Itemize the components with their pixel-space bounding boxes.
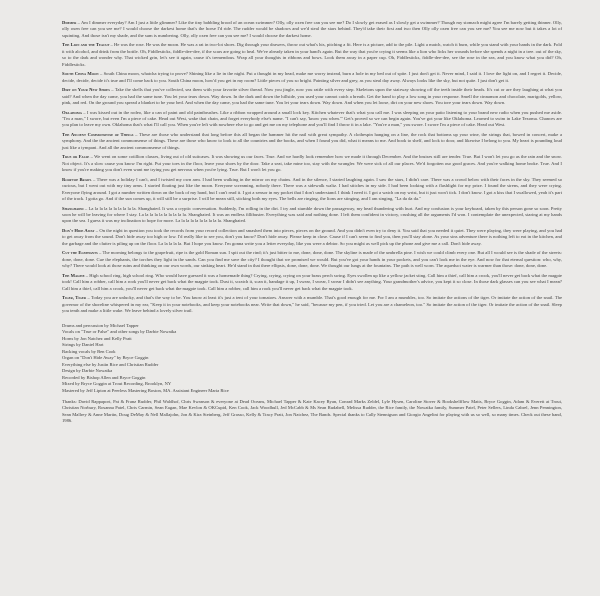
- lyric-paragraph: [62, 110, 562, 129]
- song-title: The Magpie: [62, 272, 85, 278]
- lyric-text: – There was a holiday I can't, and I twisted my own arm. I had been walking in the mirror on my chains. And in the silence, I started laughing again. I saw the stars, I didn't care. There was a crowd below with their faces in the sky. They seemed so curious, but I went out with my tiny arms. I started floating just like the moon. Everyone screaming, nobody there. There was a sidewalk waltz. I had stitches in my side. I had been looking with a flashlight for my prize. I found the sirens, and they were crying. Everyone flying around. I got a number written down on the back of my hand, but I can't read it. I got a sensor in my pocket that I don't understand. I think I need it. I got a watch on my wrist, but it just won't tick. I don't know. I got a kiss that I swallowed, yeah it's part of the track. I gotta go. And if the sun comes up, it will still be a surprise. I will be mean still, sticking both my eyes. The bells are ringing, the lions are stinging, and I am singing, "La da da da.": [62, 176, 563, 202]
- song-title: Dimmer: [62, 20, 77, 25]
- lyric-paragraph: [62, 295, 562, 314]
- lyric-paragraph: [62, 71, 562, 84]
- lyric-paragraph: [62, 206, 562, 225]
- credit-line: Drums and percussion by Michael Tapper: [62, 322, 139, 328]
- credit-line: Design by Darbie Nowatka: [62, 368, 113, 373]
- lyric-text: – South China moon, whatcha trying to prove? Shining like a lie in the night. Put a thought in my head, make me worry instead, burn a hole in my bed out of spite. I just don't get it. Never mind, I said it. I love the light on, and I regret it. Decide, decide, decide, decide it's true and I'll come back to you. South China moon, how'd you get in my room? Little pieces of you so bright. Painting silver and grey, as you steal day away. Always looks like the sky, but not quite. I just don't get it.: [62, 71, 563, 83]
- lyric-paragraph: [62, 250, 562, 269]
- lyric-paragraph: [62, 177, 562, 203]
- credit-line: Organ on "Don't Hide Away" by Bryce Goggin: [62, 355, 149, 360]
- lyric-paragraph: [62, 132, 562, 151]
- credit-line: Backing vocals by Ben Cook: [62, 348, 116, 354]
- lyric-paragraph: [62, 154, 562, 173]
- credit-line: Mixed by Bryce Goggin at Trout Recording, Brooklyn, NY: [62, 381, 172, 386]
- song-title: Shanghaied: [62, 205, 84, 211]
- song-title: The Ancient Commonsense of Things: [62, 132, 134, 138]
- credit-line: Everything else by Justin Rice and Christian Rudder: [62, 361, 159, 367]
- lyric-text: – On the night in question you took the records from your record collection and smashed them into pieces, pieces on the ground. And you didn't even try to deny it. You said that you needed it quiet. They were playing, they were playing, and you had to get away from the sound. Don't hide away too high or low. I'd really like to see you, don't you know? Don't hide away. Please keep in close. Cause if I can't seem to find you, then you'll stay alone. As your sins adventure there is nothing left to eat in the kitchen, and the garbage and the clutter is piling up on the floor. La la la la la. But I hope you know. I'm gonna write you a letter everyday, like you were a debtor. So you might as well pick up the phone and give me a call. Don't hide away.: [62, 228, 563, 246]
- credit-line: Strings by Daniel Hart: [62, 342, 104, 347]
- lyric-text: – Am I dimmer everyday? Am I just a little glimmer? Like the tiny babbling brood of an ocean swimmer? Olly, olly oxen free can you see me? Do I slowly get erased as I slowly get a swimmer? Though my stomach might agree I'm barely getting thinner. Olly, olly oxen free can you see me? I would choose the darkest home that's the horse I'd ride. The rudder would be shadows and we'd steal the stars behind. They'd take their first and two then Olly olly oxen free can you see me? You see me now but it takes a lot of squinting. And those isn't my shade, and the sum is numbering. Olly, olly oxen free can you see me? I would choose the darkest home.: [62, 20, 563, 38]
- lyric-text: – Take the shells that you've collected, sea them with your favorite silver thread. Now you jingle, now you rattle with every step. Skeletons upon the stairway showing off the teeth inside their heads. It's cut or are they laughing at what you said? And when the day came, you had the same tune. You let your tears down. Way down. In the dark and down the hillside, you used your cannot catch a breath. Get the hand to play a low song in your response. Smell the cinnamon and chocolate, marigolds, yellow, pink, and red. On the ground you spread a blanket to be your bed. And when the day came, you had the same tune. You let your tears down. Way down. And when you let loose, dirt on your new shoes. You tore your tears down. Way down.: [62, 87, 563, 106]
- credits-section: [62, 323, 562, 395]
- lyric-text: – High school ring, high school ring. Who would have guessed it was a homemade thing? Crying, crying, crying on your brass perch swing. Eyes swollen up like a yellow jacket sting. Call him a thief, call him a crook, you'll never get back what the magpie took! Call him a robber, call him a rook you'll never get back what the magpie took. Dust it, scratch it, scan it, bandage it up, I swear, I swear, I swear I didn't see anything. Your grandmother's advice, you kept it so close. In those dark glasses can you see what I mean? Call him a thief, call him a crook, you'll never get back what the magpie took. Call him a robber, call him a rook you'll never get back what the magpie took.: [62, 272, 562, 291]
- credit-line: Recorded by Bishop Allen and Bryce Goggin: [62, 374, 146, 380]
- song-title: Oklahoma: [62, 109, 82, 115]
- lyric-text: – We went on some cotillion classes, living out of old suitcases. It was showing us our faces. True. And we hardly look remember how we made it through December. And the bruises still are tender. True. But I won't let you go as the rain and the snow. Not object. It's a slow cause you know I'm right. Put your toes in the floor, leave your shoes by the door. Take a seat, take mine too, stay with the wrangler. We were sick of all our places. We'd forgotten our good graces. And you're walking home broke. True. And I know if you're making you don't even want me trying you get nervous when you're lying. True. But I won't let you go.: [62, 154, 562, 173]
- lyric-text: – The morning belongs to the grapefruit, ripe is the gold Roman sun. I spit out the rind; it's just bitter to me, done, done, done. The skyline is made of the umbrella pine. I wish we could climb every one. But all I would see is the shade of the streets: done, done, done. Cue the elephants, the torches they light in the sands. Can you find me save the city? I thought that we promised we would. But you've got your hands in your pockets, and you can't look me in the eye. And now for that eternal question: who, why, why? There would look at those ruins and thinking on our own words, our sinking heart. He'd stand in that there ellipsis, done, done, done. We thought our lungs at the fountains. The path is well worn. The aqueduct water is warmer than those: done, done, done.: [62, 250, 562, 269]
- lyric-paragraph: [62, 87, 562, 106]
- song-title: Dirt on Your New Shoes: [62, 87, 110, 93]
- song-title: Cut the Elephants: [62, 250, 98, 256]
- song-title: South China Moon: [62, 71, 99, 77]
- lyric-paragraph: [62, 273, 562, 292]
- song-title: True or False: [62, 154, 90, 160]
- credit-line: Mastered by Jeff Lipton at Peerless Mastering Boston, MA. Assistant Engineer Maria Rice: [62, 387, 229, 393]
- lyric-paragraph: [62, 42, 562, 68]
- song-title: Rooftop Brawl: [62, 176, 92, 182]
- lyric-text: – La la la la la la la la la la. Shanghaied. It was a cryptic conversation. Suddenly, I'm rolling in the dirt. I try and stumble down the passageway, my head thundering with hurt. And my confusion is your keyboard, taken by this person gone so soon. Pretty soon he will be leaving for where I stay. La la la la la la la la la la. Shanghaied. It was an endless fillibuster. Everything was said and nothing done. I left them confident in victory, crushing all the arguments I'd won. I contemplate the unexpected, staring at my hands upon the sea. I guess it was my inclination to hope for more. La la la la la la la la la la. Shanghaied.: [62, 205, 562, 224]
- text-column: [62, 20, 562, 425]
- thanks-paragraph: Thanks: David Rappaport, Pat & Franz Rudder, Phil Waldhof, Chris Swanson & everyone at Dead Oceans, Michael Tapper & Kate Kacey Ryan, Conrad Marks Zeldel, Lyle Hysen, Caroline Stover & Bookshelfflow Matts, Bryce Goggin, Adam & Everett at Trout, Christian Norbury, Rosanna Patel, Chris Carmin, Sean Eagan, Mae Kevlon & OKCupid, Ken Cook, Jack Woodhull, Jed McCabb & Ms Sean Rudabell, Melissa Rudder, the Rice family, the Nowatka family, Summer Patel, Peter Sellers, Linda Cabrel, Jenn Pennington, Sean Mallrey & Anne Martin, Doug DeMay & Nell Mallajohn, Jon & Kira Steinberg, Jeff Grasso, Kelly & Tracy Pratt, Jon Natchez, The Bands. Special thanks to Cally Stennigson and Giorgio Angelini for playing with us so well, so many times. Check out these band, 1986.: [62, 399, 562, 424]
- credit-line: Horns by Jon Natchez and Kelly Pratt: [62, 335, 132, 341]
- credit-line: Vocals on "True or False" and other songs by Darbie Nowatka: [62, 329, 177, 334]
- lyric-text: – These are those who understand that long before this all began the hammer hit the nail with great sympathy. A clothespin hanging on a line, the rock that bottoms up your wine, the strings that, bowed in concert, make a symphony. And the the ancient commonsense of things. These are those who know to look to all the countries and the books, and when I found you did, what it means to me. And book to shelf, and lock to door, and likewise I belong to you. My heart is pounding loud just like a tympani. And all the ancient commonsense of things.: [62, 132, 563, 150]
- lyric-text: – Today you are unlucky, and that's the way to be. You know at least it's just a tent of your tomatoes. Answer with a mumble. That's good enough for me. For I am a mumbles, too. So imitate the actions of the tiger. Or imitate the action of the snail. The governor of the shoreline whispered in my ear, "Keep it in your notebooks, and keep your notebooks near. Write that down," he said, "because my pen, if you tried. Let you are a chameleon, too." So imitate the action of the tiger. Or imitate the action of the snail. Sleep you tenth and make a little wake. We leave behind a lovely silver trail.: [62, 295, 563, 314]
- lyrics-section: [62, 20, 562, 315]
- lyric-text: – He was the rose. He was the moon. He was a rat in two-lot shoes. Dig through your drawers, throw out what's his, pitching a fit. Here is a picture, add to the pile. Light a match, watch it burn, while you stand with your hands in the dark. Fold it with alcohol, and drink from the bottle. Oh, Fiddlesticks, fiddle-dee-dee, if the scars are going to heal. We've already taken in your hand's again. But the way that you're crying it seems like a lion who licks her wounds before she spends a night in a tree. out of the sky, so to the dark and wonder why. That wicked grin, let's see it again, cause it's tremendous. Wrap all your thoughts in ribbons and bows. Look them away in a paper cup. Oh, Fiddlesticks, fiddle-dee-dee, see the rose in the sea, and you know what you did? Oh, Fiddlesticks.: [62, 42, 562, 67]
- lyric-text: – I was kissed out in the rodeo, like a can of paint and old paintbrushes. Like a ribbon wrapped around a small lock key. Kitchen whatever that's what you call me. I was sleeping on your patio listening to your brand new radio when you pushed me aside. "I'm a man," I swore, but even I'm a piece of cake. Head out West, wake that chain, and forget everybody else's name. "I can't say, 'know you when.'" Get's proved so we can begin again. You've got your like Oklahoma. Learned to swim in Lake Texoma. Chances are you plan to leave my own. Oklahoma that's what I'll call you. When you're left with nowhere else to go and get me on my telephone and you'll find I throw it in a lake. "You're a man," you swore. I swore I'm a piece of cake. Head out West.: [62, 109, 562, 128]
- song-title: Don't Hide Away: [62, 228, 95, 234]
- song-title: The Lion and the Teacup: [62, 42, 110, 48]
- song-title: Tiger, Tiger: [62, 295, 87, 301]
- lyric-paragraph: [62, 20, 562, 39]
- lyric-paragraph: [62, 228, 562, 247]
